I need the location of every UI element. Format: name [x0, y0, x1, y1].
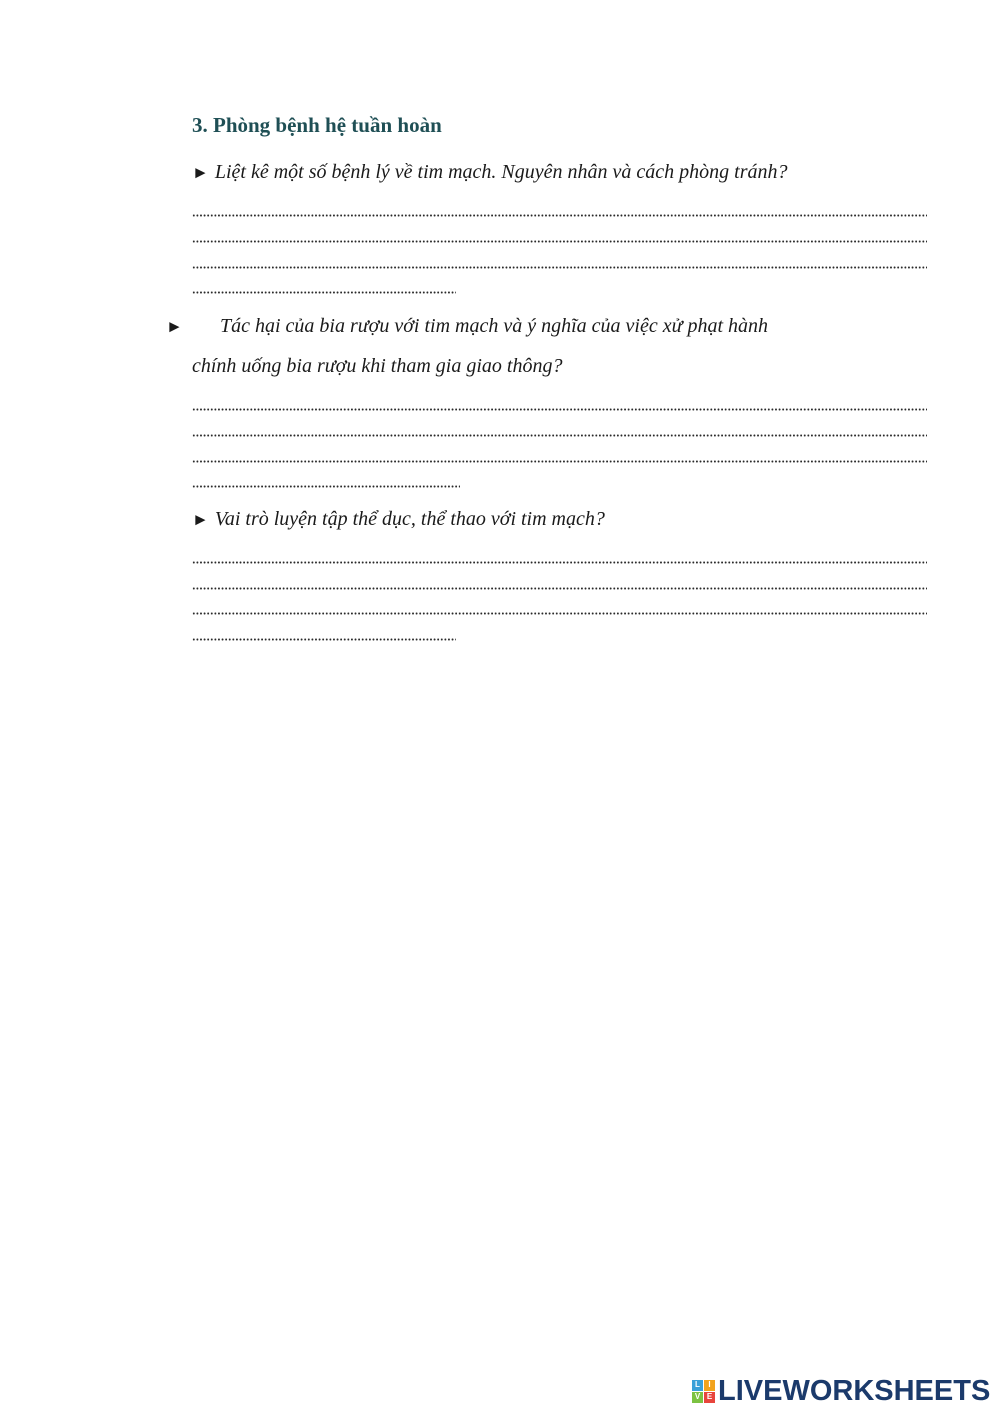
- section-heading: 3. Phòng bệnh hệ tuần hoàn: [192, 113, 442, 137]
- question-2-line-2: chính uống bia rượu khi tham gia giao thông?: [192, 355, 563, 377]
- question-3-text: Vai trò luyện tập thể dục, thể thao với tim mạch?: [214, 508, 605, 530]
- logo-mark-cell: E: [704, 1392, 715, 1403]
- question-2-line-1: Tác hại của bia rượu với tim mạch và ý nghĩa của việc xử phạt hành: [220, 315, 769, 337]
- question-1-text: Liệt kê một số bệnh lý về tim mạch. Nguyên nhân và cách phòng tránh?: [214, 161, 788, 183]
- answer-line[interactable]: [192, 460, 927, 463]
- answer-line[interactable]: [192, 485, 460, 488]
- answer-line[interactable]: [192, 408, 927, 411]
- answer-line[interactable]: [192, 612, 927, 615]
- answer-line[interactable]: [192, 291, 456, 294]
- liveworksheets-logo: [692, 1376, 990, 1406]
- question-3: [192, 507, 605, 532]
- answer-line[interactable]: [192, 561, 927, 564]
- answer-line[interactable]: [192, 266, 927, 269]
- logo-text: LIVEWORKSHEETS: [718, 1374, 991, 1407]
- live-logo-icon: [692, 1380, 715, 1403]
- answer-line[interactable]: [192, 587, 927, 590]
- logo-mark-cell: V: [692, 1392, 703, 1403]
- bullet-arrow-icon: ►: [166, 317, 183, 336]
- question-1: [192, 160, 787, 185]
- answer-line[interactable]: [192, 240, 927, 243]
- answer-line[interactable]: [192, 434, 927, 437]
- bullet-arrow-icon: ►: [192, 510, 209, 529]
- logo-mark-cell: L: [692, 1380, 703, 1391]
- logo-mark-cell: I: [704, 1380, 715, 1391]
- answer-line[interactable]: [192, 638, 456, 641]
- question-2-marker: [166, 314, 189, 339]
- bullet-arrow-icon: ►: [192, 163, 209, 182]
- answer-line[interactable]: [192, 214, 927, 217]
